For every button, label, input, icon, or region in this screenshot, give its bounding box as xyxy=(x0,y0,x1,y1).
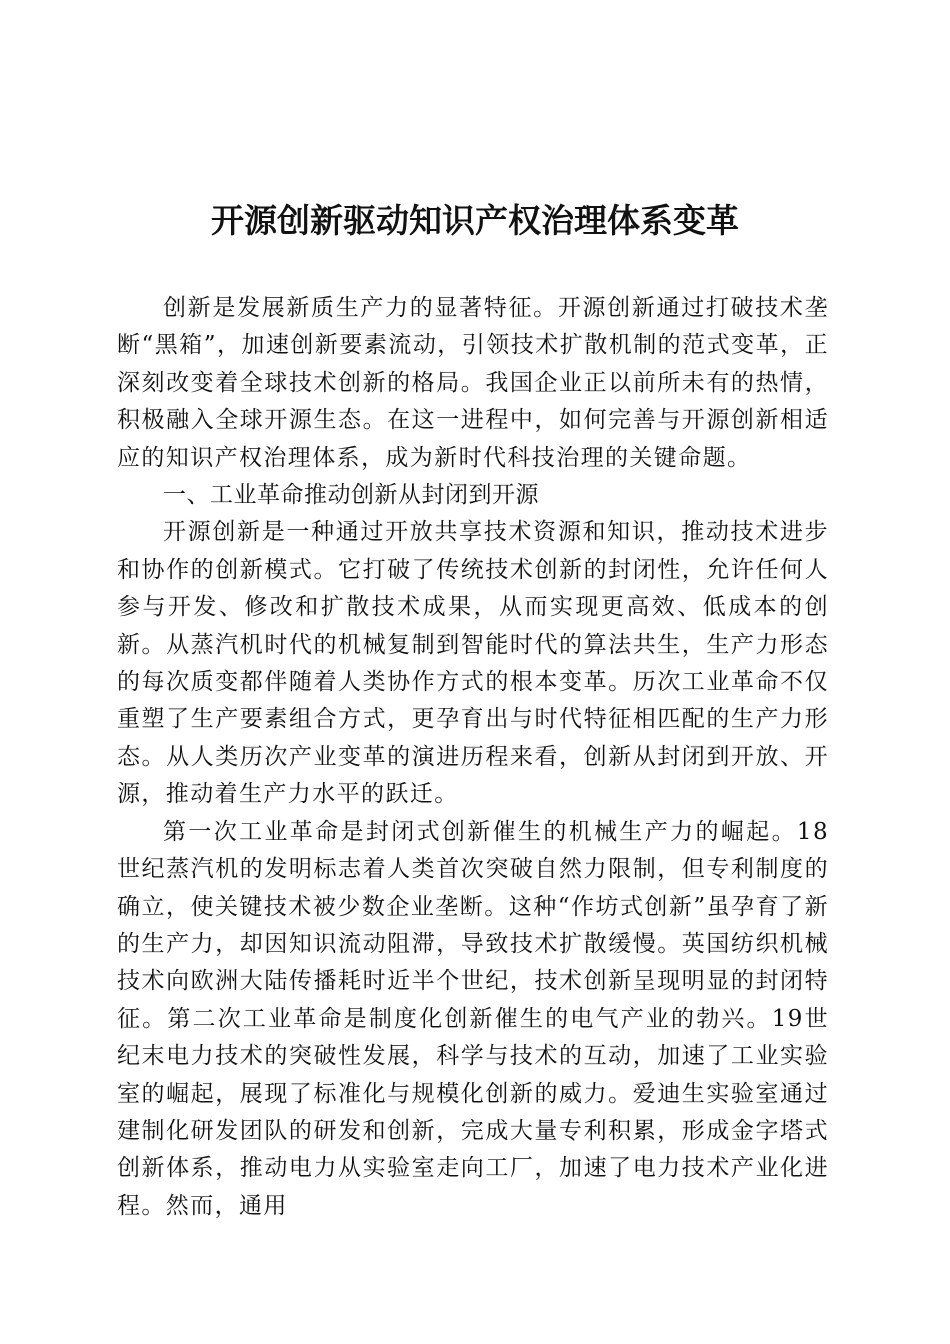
paragraph: 第一次工业革命是封闭式创新催生的机械生产力的崛起。18世纪蒸汽机的发明标志着人类首次突破自然力限制，但专利制度的确立，使关键技术被少数企业垄断。这种“作坊式创新”虽孕育了新的生产力，却因知识流动阻滞，导致技术扩散缓慢。英国纺织机械技术向欧洲大陆传播耗时近半个世纪，技术创新呈现明显的封闭特征。第二次工业革命是制度化创新催生的电气产业的勃兴。19世纪末电力技术的突破性发展，科学与技术的互动，加速了工业实验室的崛起，展现了标准化与规模化创新的威力。爱迪生实验室通过建制化研发团队的研发和创新，完成大量专利积累，形成金字塔式创新体系，推动电力从实验室走向工厂，加速了电力技术产业化进程。然而，通用 xyxy=(117,818,829,1219)
document-body xyxy=(117,290,829,1225)
paragraph: 创新是发展新质生产力的显著特征。开源创新通过打破技术垄断“黑箱”，加速创新要素流动，引领技术扩散机制的范式变革，正深刻改变着全球技术创新的格局。我国企业正以前所未有的热情，积极融入全球开源生态。在这一进程中，如何完善与开源创新相适应的知识产权治理体系，成为新时代科技治理的关键命题。 xyxy=(117,295,829,471)
section-heading: 一、工业革命推动创新从封闭到开源 xyxy=(163,482,539,509)
paragraph: 开源创新是一种通过开放共享技术资源和知识，推动技术进步和协作的创新模式。它打破了传统技术创新的封闭性，允许任何人参与开发、修改和扩散技术成果，从而实现更高效、低成本的创新。从蒸汽机时代的机械复制到智能时代的算法共生，生产力形态的每次质变都伴随着人类协作方式的根本变革。历次工业革命不仅重塑了生产要素组合方式，更孕育出与时代特征相匹配的生产力形态。从人类历次产业变革的演进历程来看，创新从封闭到开放、开源，推动着生产力水平的跃迁。 xyxy=(117,519,829,808)
document-title: 开源创新驱动知识产权治理体系变革 xyxy=(211,201,739,240)
